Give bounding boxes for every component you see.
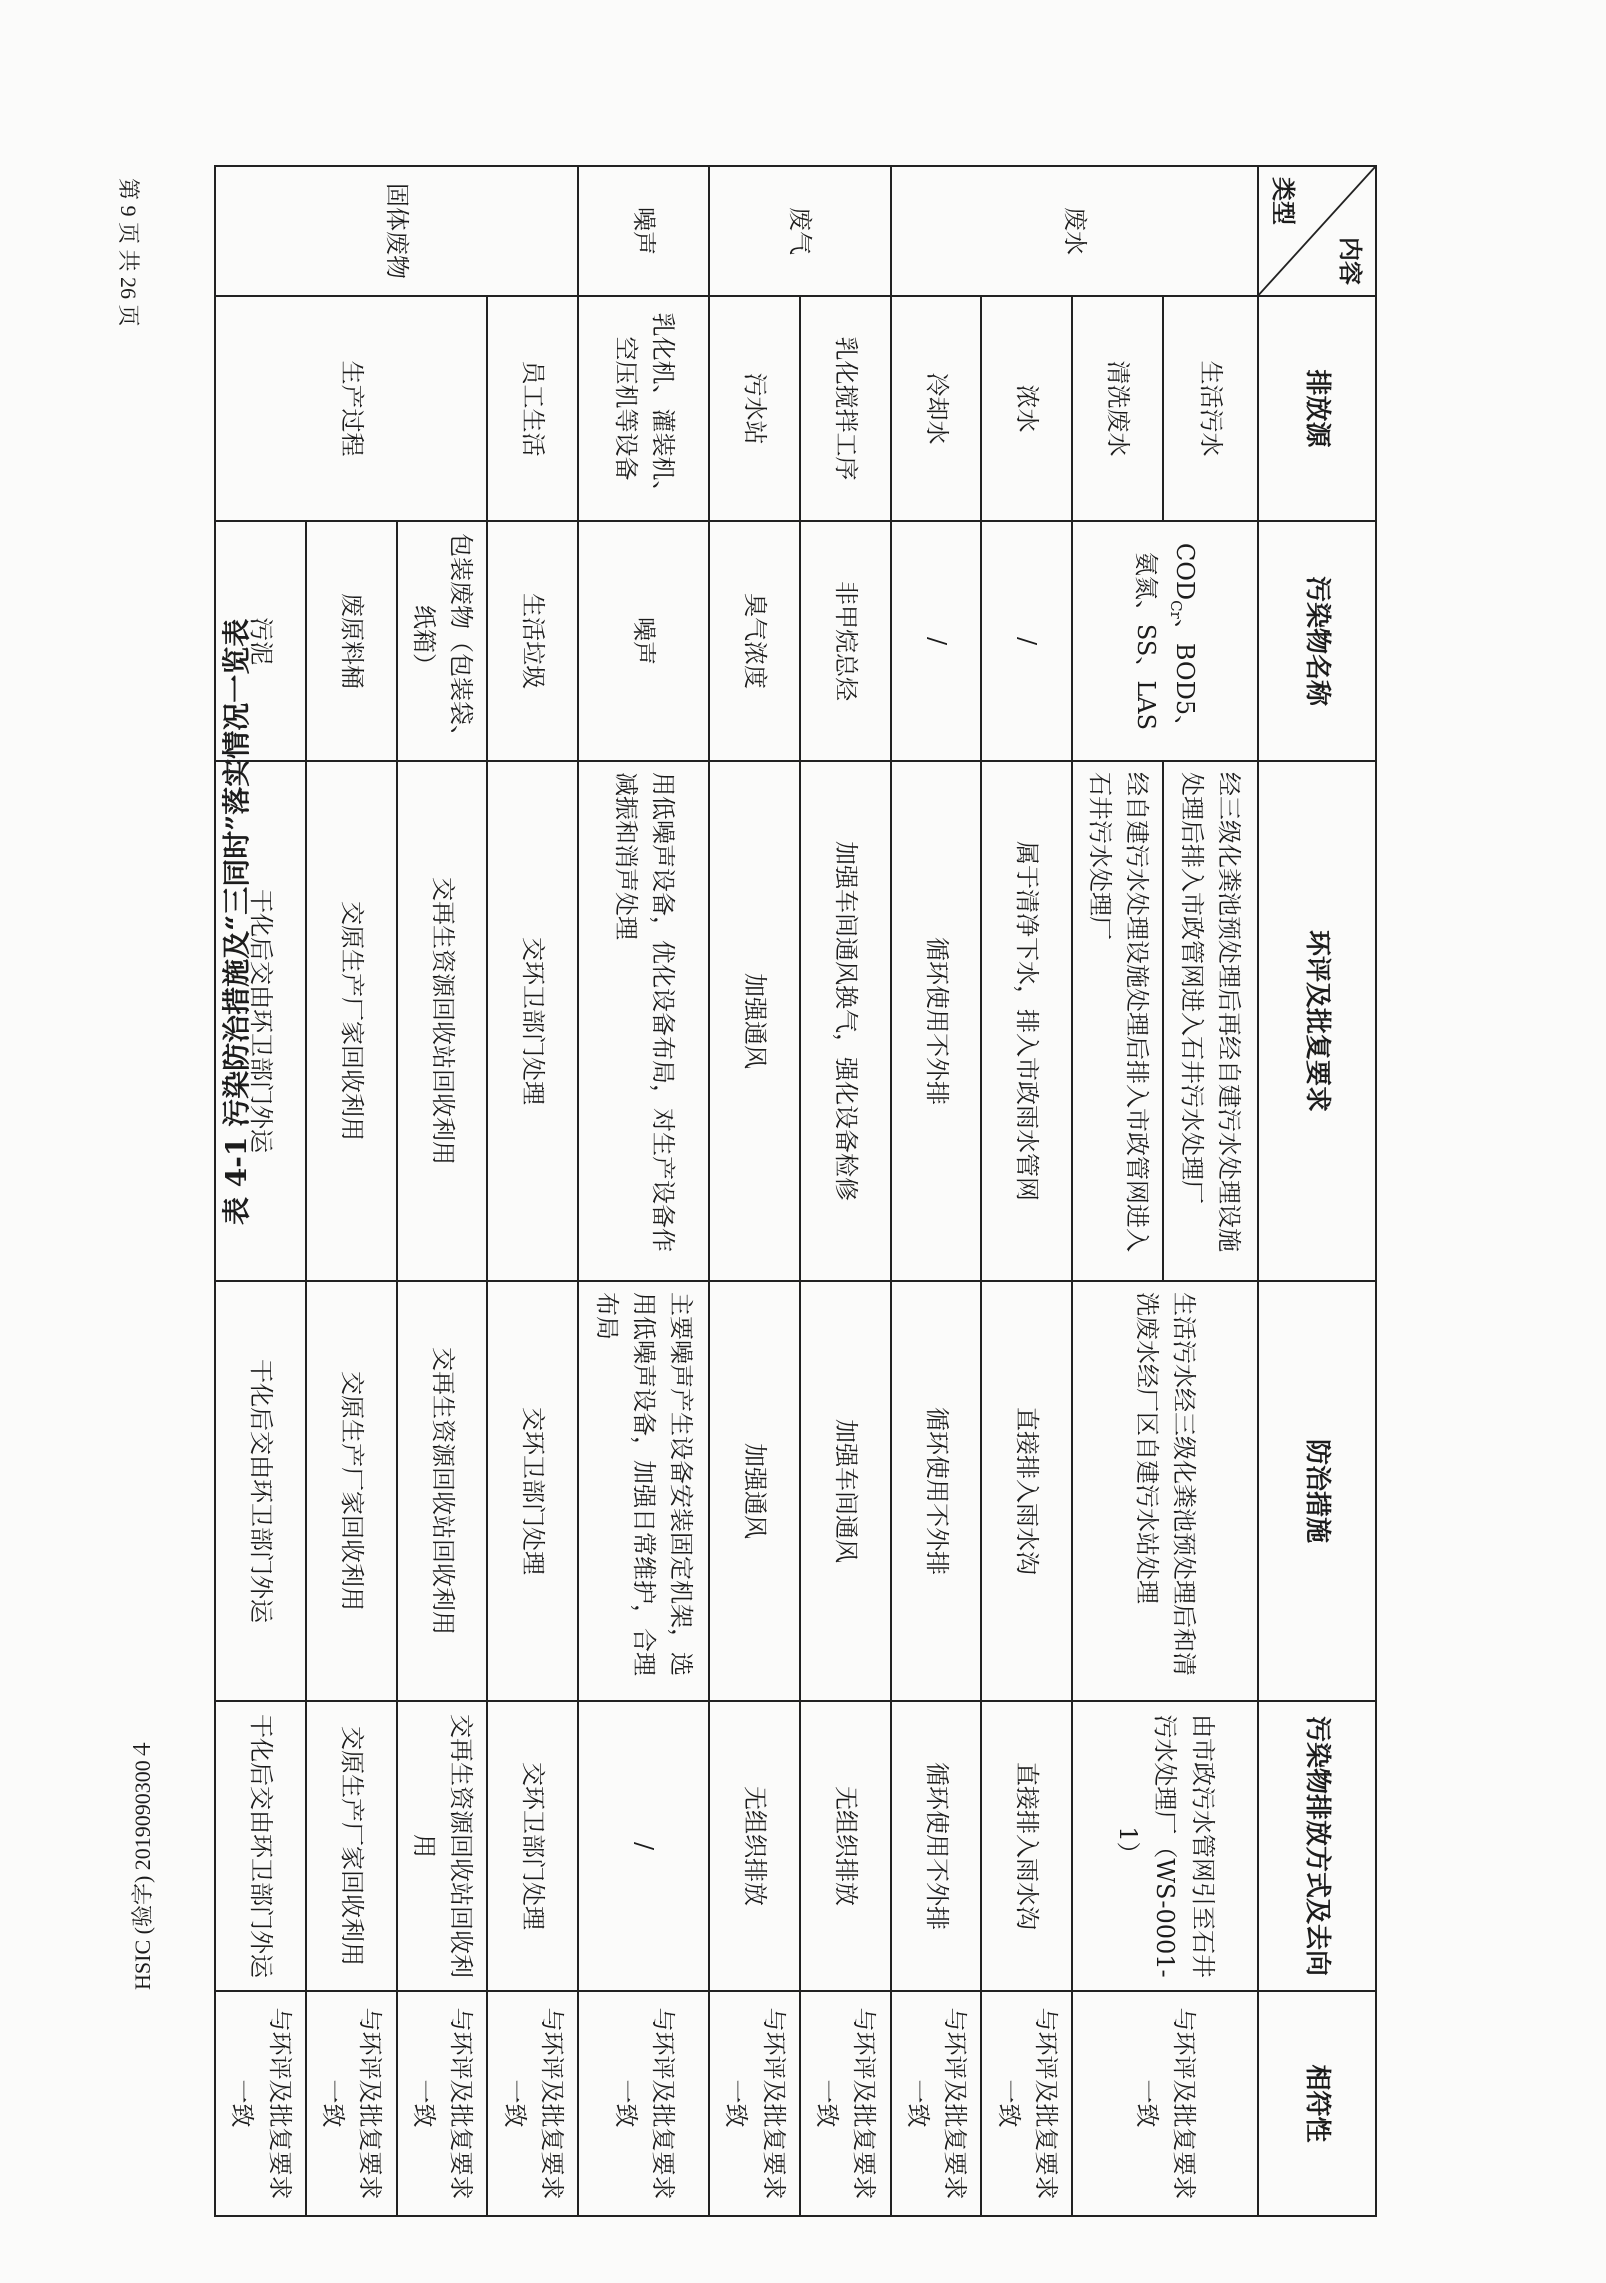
discharge-cell: 由市政污水管网引至石井污水处理厂（WS-0001-1）	[1072, 1701, 1257, 1991]
measure-cell: 主要噪声产生设备安装固定机架，选用低噪声设备，加强日常维护，合理布局	[578, 1281, 709, 1701]
compliance-cell: 与环评及批复要求一致	[981, 1991, 1072, 2216]
pollutant-cell: 污泥	[215, 521, 306, 761]
source-cell: 生产过程	[215, 296, 487, 521]
discharge-cell: /	[578, 1701, 709, 1991]
discharge-cell: 无组织排放	[800, 1701, 891, 1991]
header-source: 排放源	[1258, 296, 1376, 521]
compliance-cell: 与环评及批复要求一致	[800, 1991, 891, 2216]
discharge-cell: 交再生资源回收站回收利用	[397, 1701, 488, 1991]
compliance-cell: 与环评及批复要求一致	[306, 1991, 397, 2216]
type-cell: 废水	[891, 166, 1258, 296]
discharge-cell: 循环使用不外排	[891, 1701, 982, 1991]
requirement-cell: 加强车间通风换气，强化设备检修	[800, 761, 891, 1281]
table-header-row	[1258, 166, 1376, 2216]
requirement-cell: 加强通风	[709, 761, 800, 1281]
corner-header	[1258, 166, 1376, 296]
source-cell: 生活污水	[1163, 296, 1258, 521]
compliance-cell: 与环评及批复要求一致	[1072, 1991, 1257, 2216]
compliance-cell: 与环评及批复要求一致	[397, 1991, 488, 2216]
compliance-cell: 与环评及批复要求一致	[487, 1991, 578, 2216]
compliance-cell: 与环评及批复要求一致	[215, 1991, 306, 2216]
table-row	[981, 166, 1072, 2216]
discharge-cell: 直接排入雨水沟	[981, 1701, 1072, 1991]
source-cell: 员工生活	[487, 296, 578, 521]
compliance-cell: 与环评及批复要求一致	[578, 1991, 709, 2216]
pollutant-cell: 废原料桶	[306, 521, 397, 761]
requirement-cell: 交再生资源回收站回收利用	[397, 761, 488, 1281]
discharge-cell: 无组织排放	[709, 1701, 800, 1991]
measure-cell: 加强通风	[709, 1281, 800, 1701]
measure-cell: 干化后交由环卫部门外运	[215, 1281, 306, 1701]
type-cell: 噪声	[578, 166, 709, 296]
measure-cell: 加强车间通风	[800, 1281, 891, 1701]
pollutant-rest: 、BOD5、氨氮、SS、LAS	[1131, 551, 1200, 740]
measure-cell: 交原生产厂家回收利用	[306, 1281, 397, 1701]
pollutant-cell: 非甲烷总烃	[800, 521, 891, 761]
header-page-number: 第 9 页 共 26 页	[116, 178, 141, 327]
table-row	[578, 166, 709, 2216]
header-requirement: 环评及批复要求	[1258, 761, 1376, 1281]
measure-cell: 直接排入雨水沟	[981, 1281, 1072, 1701]
requirement-cell: 交环卫部门处理	[487, 761, 578, 1281]
header-report-id: HSIC (验字) 2019090300４	[130, 1738, 155, 1990]
source-cell: 清洗废水	[1072, 296, 1163, 521]
pollution-table	[214, 165, 1377, 2217]
requirement-cell: 干化后交由环卫部门外运	[215, 761, 306, 1281]
requirement-cell: 经三级化粪池预处理后再经自建污水处理设施处理后排入市政管网进入石井污水处理厂	[1163, 761, 1258, 1281]
compliance-cell: 与环评及批复要求一致	[709, 1991, 800, 2216]
type-cell: 固体废物	[215, 166, 578, 296]
source-cell: 冷却水	[891, 296, 982, 521]
corner-type-label: 类型	[1268, 177, 1298, 225]
pollutant-cell: 包装废物（包装袋、纸箱）	[397, 521, 488, 761]
pollutant-cell	[1072, 521, 1257, 761]
pollutant-cod: COD	[1171, 542, 1200, 601]
source-cell: 乳化搅拌工序	[800, 296, 891, 521]
discharge-cell: 交环卫部门处理	[487, 1701, 578, 1991]
pollutant-cod-subscript: Cr	[1167, 600, 1186, 619]
requirement-cell: 经自建污水处理设施处理后排入市政管网进入石井污水处理厂	[1072, 761, 1163, 1281]
table-row	[891, 166, 982, 2216]
table-row	[1163, 166, 1258, 2216]
table-row	[397, 166, 488, 2216]
table-title: 表 4-1 污染防治措施及“三同时”落实情况一览表	[220, 618, 253, 1225]
pollutant-cell: 噪声	[578, 521, 709, 761]
measure-cell: 交再生资源回收站回收利用	[397, 1281, 488, 1701]
source-cell: 浓水	[981, 296, 1072, 521]
table-row	[800, 166, 891, 2216]
discharge-cell: 干化后交由环卫部门外运	[215, 1701, 306, 1991]
header-compliance: 相符性	[1258, 1991, 1376, 2216]
requirement-cell: 用低噪声设备，优化设备布局，对生产设备作减振和消声处理	[578, 761, 709, 1281]
corner-content-label: 内容	[1336, 237, 1365, 285]
measure-cell: 生活污水经三级化粪池预处理后和清洗废水经厂区自建污水站处理	[1072, 1281, 1257, 1701]
table-row	[709, 166, 800, 2216]
discharge-cell: 交原生产厂家回收利用	[306, 1701, 397, 1991]
pollutant-cell: /	[891, 521, 982, 761]
compliance-cell: 与环评及批复要求一致	[891, 1991, 982, 2216]
pollutant-cell: 生活垃圾	[487, 521, 578, 761]
pollutant-cell: 臭气浓度	[709, 521, 800, 761]
source-cell: 污水站	[709, 296, 800, 521]
pollution-table-container	[214, 165, 1377, 2215]
requirement-cell: 循环使用不外排	[891, 761, 982, 1281]
header-pollutant: 污染物名称	[1258, 521, 1376, 761]
source-cell: 乳化机、灌装机、空压机等设备	[578, 296, 709, 521]
pollutant-cell: /	[981, 521, 1072, 761]
requirement-cell: 交原生产厂家回收利用	[306, 761, 397, 1281]
table-row	[487, 166, 578, 2216]
header-measure: 防治措施	[1258, 1281, 1376, 1701]
measure-cell: 交环卫部门处理	[487, 1281, 578, 1701]
measure-cell: 循环使用不外排	[891, 1281, 982, 1701]
header-discharge: 污染物排放方式及去向	[1258, 1701, 1376, 1991]
type-cell: 废气	[709, 166, 891, 296]
requirement-cell: 属于清净下水，排入市政雨水管网	[981, 761, 1072, 1281]
